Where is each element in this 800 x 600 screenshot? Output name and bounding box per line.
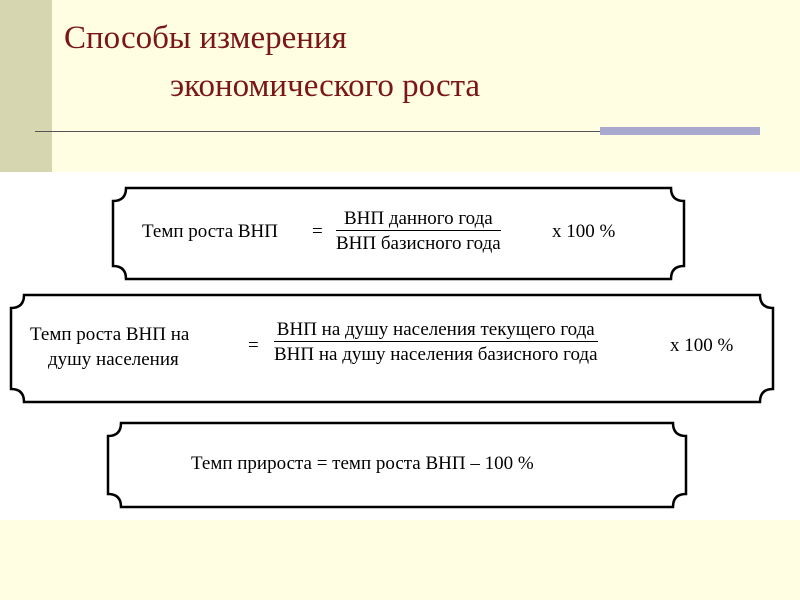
formula-2-numerator: ВНП на душу населения текущего года <box>274 320 598 342</box>
formula-2-fraction <box>274 320 598 364</box>
formula-1-denominator: ВНП базисного года <box>336 233 501 254</box>
side-decoration-bar <box>0 0 52 172</box>
formula-box-2 <box>10 294 774 403</box>
formula-1-multiplier: х 100 % <box>552 221 616 242</box>
formula-1-equals: = <box>312 221 323 242</box>
formula-1-label: Темп роста ВНП <box>142 221 278 242</box>
formula-box-3 <box>107 422 687 508</box>
title-line-1: Способы измерения <box>64 20 347 56</box>
title-line-2: экономического роста <box>170 68 481 104</box>
title-divider <box>35 131 600 132</box>
formula-2-denominator: ВНП на душу населения базисного года <box>274 344 598 365</box>
formula-2-equals: = <box>248 335 259 356</box>
formula-1-numerator: ВНП данного года <box>336 209 501 231</box>
formula-2-multiplier: х 100 % <box>670 335 734 356</box>
formula-box-1 <box>112 187 685 280</box>
formula-2-label-line-1: Темп роста ВНП на <box>30 324 190 345</box>
formula-2-label-line-2: душу населения <box>48 349 179 370</box>
title-divider-accent <box>600 124 760 138</box>
formula-panel <box>0 172 800 520</box>
formula-1-fraction <box>336 209 501 253</box>
slide-title <box>64 14 480 110</box>
formula-3-text: Темп прироста = темп роста ВНП – 100 % <box>191 453 534 474</box>
